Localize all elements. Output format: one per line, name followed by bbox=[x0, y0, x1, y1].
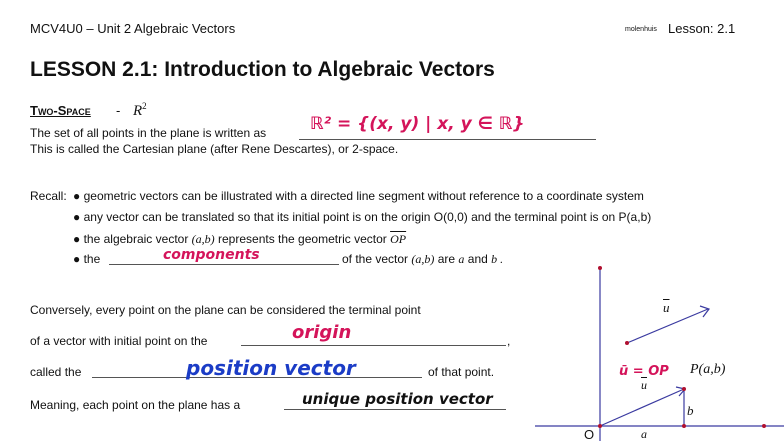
b-label: b bbox=[687, 403, 694, 418]
origin-dot bbox=[598, 424, 602, 428]
op-vector: $\overline{OP}$ bbox=[390, 232, 407, 246]
point-p-label: P(a,b) bbox=[690, 362, 726, 377]
page-title: LESSON 2.1: Introduction to Algebraic Vectors bbox=[30, 58, 495, 81]
conversely-line-2: of a vector with initial point on the bbox=[30, 334, 208, 348]
recall-item-1: ● geometric vectors can be illustrated with a directed line segment without reference to a coordinate system bbox=[73, 189, 644, 203]
origin-label: O bbox=[584, 427, 595, 442]
lesson-number: Lesson: 2.1 bbox=[668, 21, 736, 36]
handwritten-origin: origin bbox=[292, 322, 352, 343]
handwritten-position-vector: position vector bbox=[186, 356, 356, 380]
cartesian-plane-text: This is called the Cartesian plane (after Rene Descartes), or 2-space. bbox=[30, 142, 399, 156]
conversely-line-3: called the bbox=[30, 365, 82, 379]
author-name: molenhuis bbox=[625, 26, 657, 33]
recall-item-3: ● the algebraic vector (a,b) represents the geometric vector $\overline{OP}$ bbox=[73, 232, 407, 246]
point-a-dot bbox=[682, 424, 686, 428]
set-definition-text: The set of all points in the plane is written as bbox=[30, 126, 267, 140]
y-axis-end-dot bbox=[598, 266, 602, 270]
u-label: $\overline{u}$ bbox=[663, 300, 670, 315]
vector-op bbox=[600, 389, 684, 426]
r2-symbol: $R^2$ bbox=[133, 101, 147, 119]
x-axis-end-dot bbox=[762, 424, 766, 428]
recall-item-2: ● any vector can be translated so that its initial point is on the origin O(0,0) and the terminal point is on P(a,b) bbox=[73, 210, 652, 224]
point-p-dot bbox=[682, 387, 686, 391]
handwritten-set-notation: ℝ² = {(x, y) | x, y ∈ ℝ} bbox=[310, 114, 525, 134]
handwritten-components: components bbox=[163, 247, 260, 263]
course-header: MCV4U0 – Unit 2 Algebraic Vectors bbox=[30, 21, 236, 36]
vector-u-tail-dot bbox=[625, 341, 629, 345]
two-space-heading: Two-Space bbox=[30, 103, 91, 118]
conversely-line-4: Meaning, each point on the plane has a bbox=[30, 398, 241, 412]
conversely-line-1: Conversely, every point on the plane can be considered the terminal point bbox=[30, 303, 421, 317]
conversely-line-3-end: of that point. bbox=[428, 365, 495, 379]
handwritten-u-equals-op: ū = OP bbox=[619, 364, 669, 379]
recall-item-4: ● the bbox=[73, 252, 101, 266]
comma: , bbox=[507, 334, 511, 348]
u-label-op: $\overline{u}$ bbox=[641, 378, 647, 392]
handwritten-unique-position-vector: unique position vector bbox=[302, 390, 493, 408]
a-label: a bbox=[641, 427, 647, 441]
heading-dash: - bbox=[116, 103, 121, 118]
recall-label: Recall: bbox=[30, 189, 67, 203]
recall-item-4-rest: of the vector (a,b) are a and b . bbox=[342, 252, 504, 266]
